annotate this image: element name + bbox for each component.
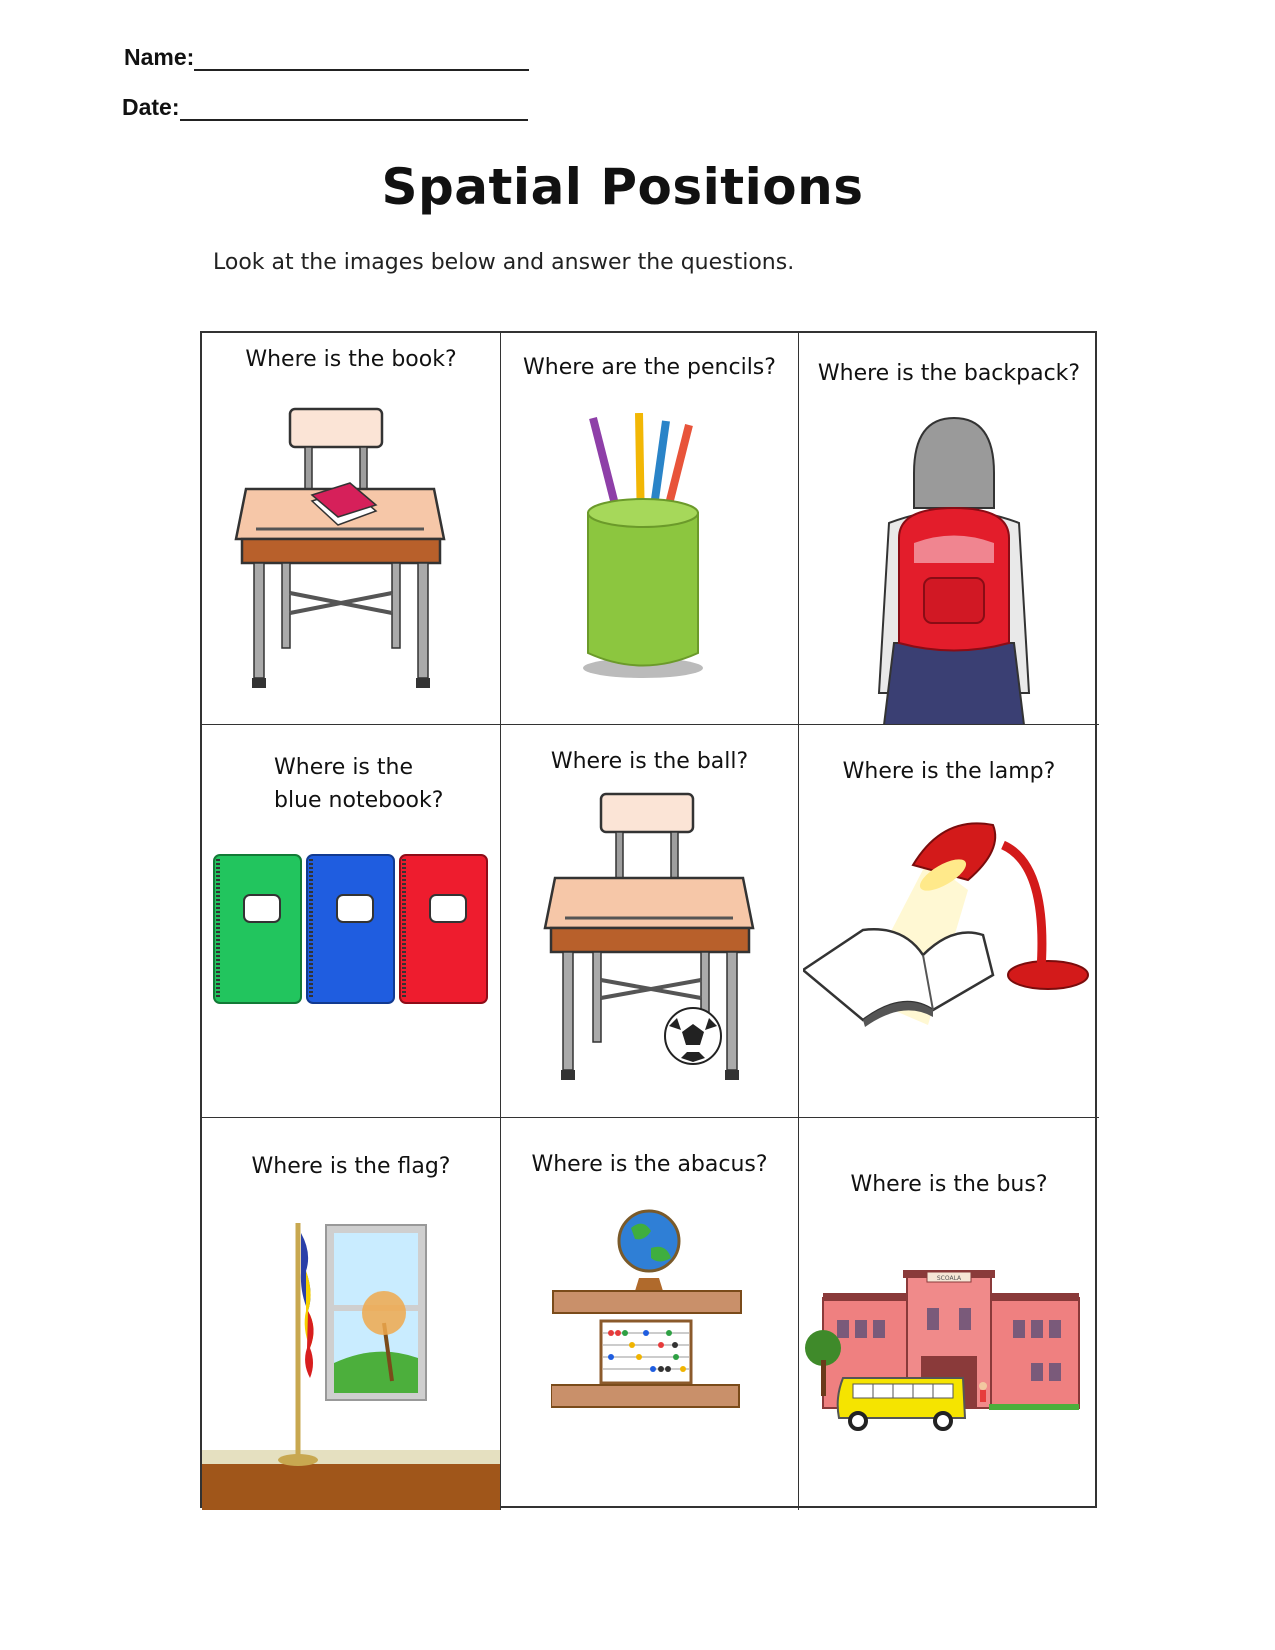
- question-text: Where are the pencils?: [523, 355, 776, 380]
- name-field[interactable]: [124, 44, 529, 71]
- desk-with-book-icon: [232, 403, 462, 703]
- question-text: Where is the lamp?: [842, 759, 1056, 784]
- person-with-backpack-icon: [869, 413, 1039, 725]
- flag-by-window-icon: [202, 1213, 501, 1510]
- question-line-2: blue notebook?: [274, 788, 444, 813]
- date-label: Date:: [122, 94, 180, 120]
- worksheet-title: Spatial Positions: [381, 158, 864, 216]
- three-notebooks-icon: [210, 853, 495, 1008]
- question-text: Where is the book?: [245, 347, 457, 372]
- school-with-bus-icon: [803, 1268, 1095, 1438]
- question-text: Where is the backpack?: [817, 361, 1081, 386]
- card-book: [202, 333, 501, 725]
- card-pencils: [501, 333, 799, 725]
- shelves-with-globe-abacus-icon: [551, 1203, 751, 1433]
- instructions-text: Look at the images below and answer the questions.: [213, 250, 795, 275]
- lamp-over-book-icon: [803, 805, 1095, 1045]
- question-line-1: Where is the: [274, 755, 413, 780]
- card-backpack: [799, 333, 1099, 725]
- date-field[interactable]: [122, 94, 528, 121]
- card-notebooks: [202, 725, 501, 1118]
- date-blank-line[interactable]: [180, 97, 528, 121]
- question-text: Where is the bus?: [850, 1172, 1048, 1197]
- school-sign-text: SCOALA: [936, 1275, 962, 1282]
- desk-with-ball-icon: [541, 790, 771, 1095]
- card-bus: [799, 1118, 1099, 1510]
- name-label: Name:: [124, 44, 195, 70]
- card-flag: [202, 1118, 501, 1510]
- name-blank-line[interactable]: [194, 47, 529, 71]
- card-lamp: [799, 725, 1099, 1118]
- question-text: Where is the abacus?: [531, 1152, 768, 1177]
- card-abacus: [501, 1118, 799, 1510]
- question-text: [274, 751, 500, 817]
- pencils-in-cup-icon: [571, 413, 731, 683]
- question-grid: [200, 331, 1097, 1508]
- question-text: Where is the flag?: [251, 1154, 451, 1179]
- question-text: Where is the ball?: [550, 749, 749, 774]
- card-ball: [501, 725, 799, 1118]
